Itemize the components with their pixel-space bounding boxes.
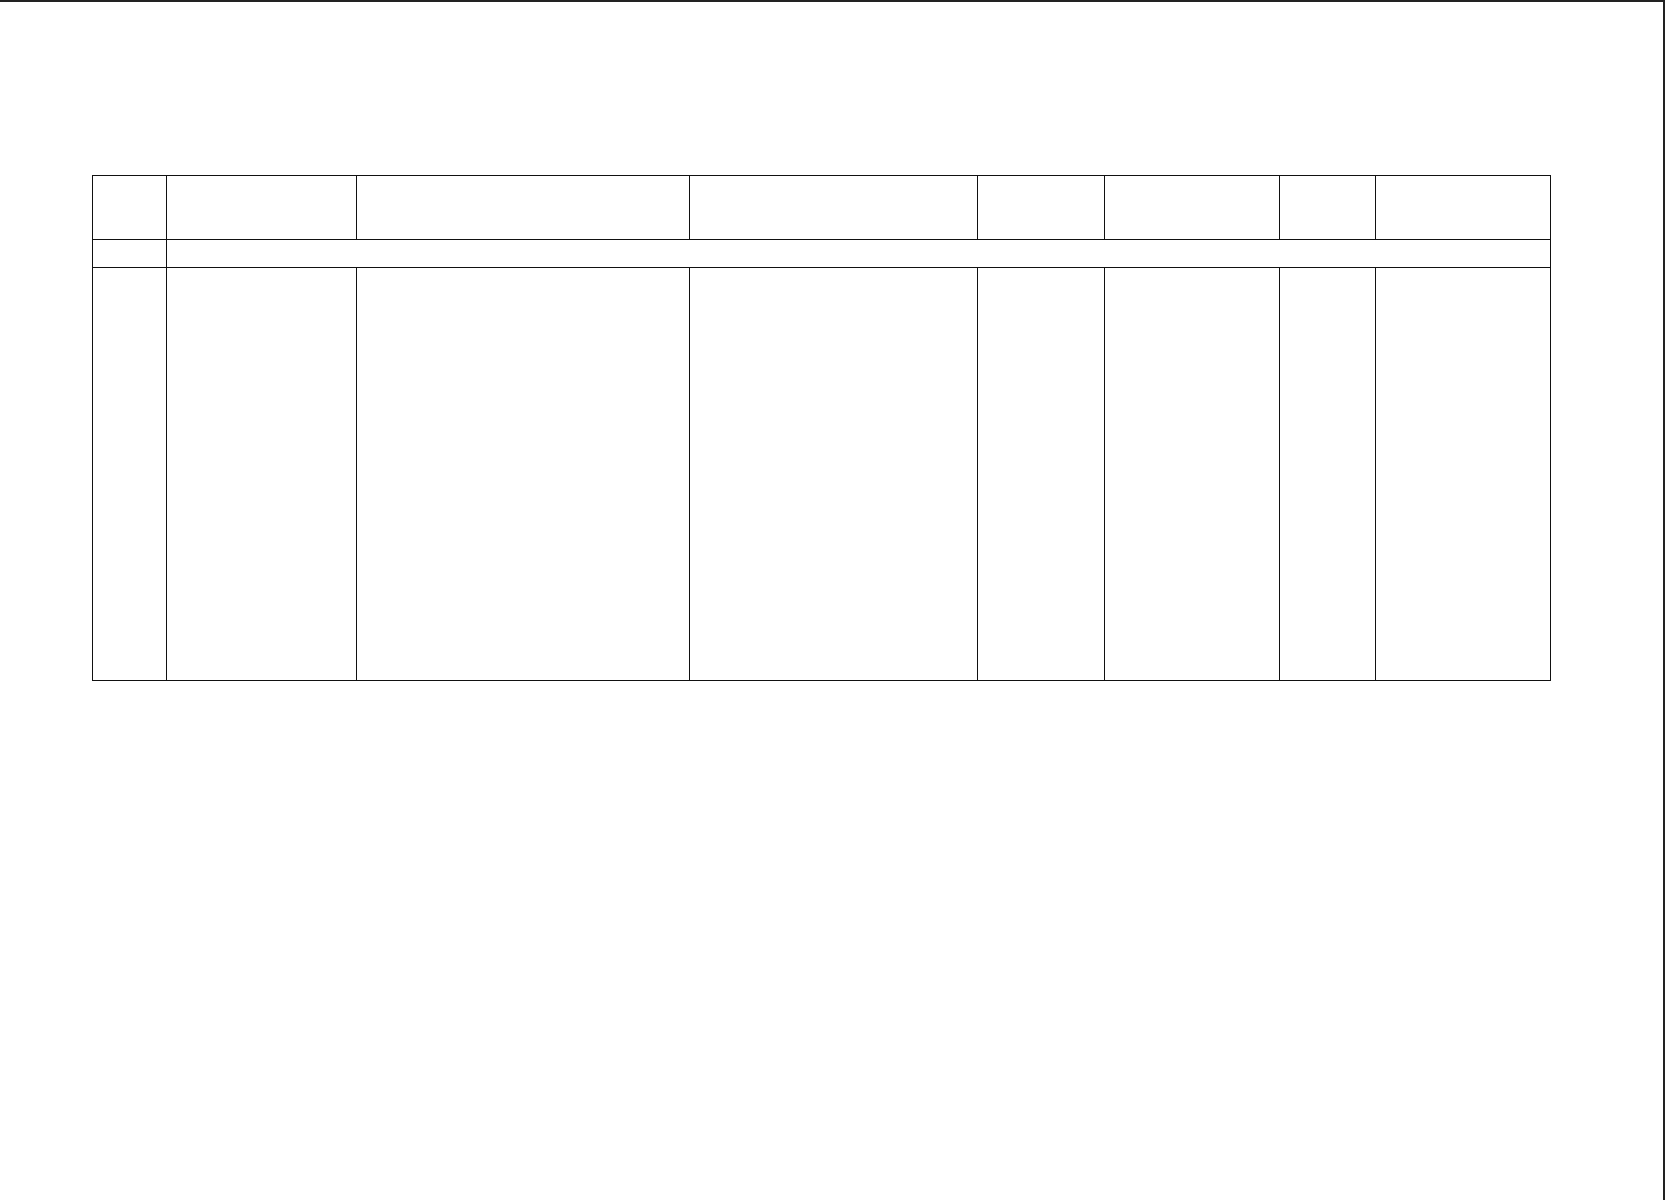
header-unit [978,176,1105,240]
header-row [93,176,1551,240]
scan-edge-top [0,0,1665,2]
header-num [93,176,167,240]
section-num [93,240,167,268]
cell-info-number [167,268,357,681]
header-info-number [167,176,357,240]
cell-unit [978,268,1105,681]
section-title [167,240,1551,268]
header-location [357,176,690,240]
cell-term [1376,268,1551,681]
table-row [93,268,1551,681]
objects-table [92,175,1551,681]
cell-object-name [690,268,978,681]
header-term [1376,176,1551,240]
cell-num [93,268,167,681]
cell-work-type [1280,268,1376,681]
header-characteristics [1105,176,1280,240]
header-object-name [690,176,978,240]
table-section-2 [93,240,1551,681]
section-row [93,240,1551,268]
header-work-type [1280,176,1376,240]
cell-characteristics [1105,268,1280,681]
cell-location [357,268,690,681]
